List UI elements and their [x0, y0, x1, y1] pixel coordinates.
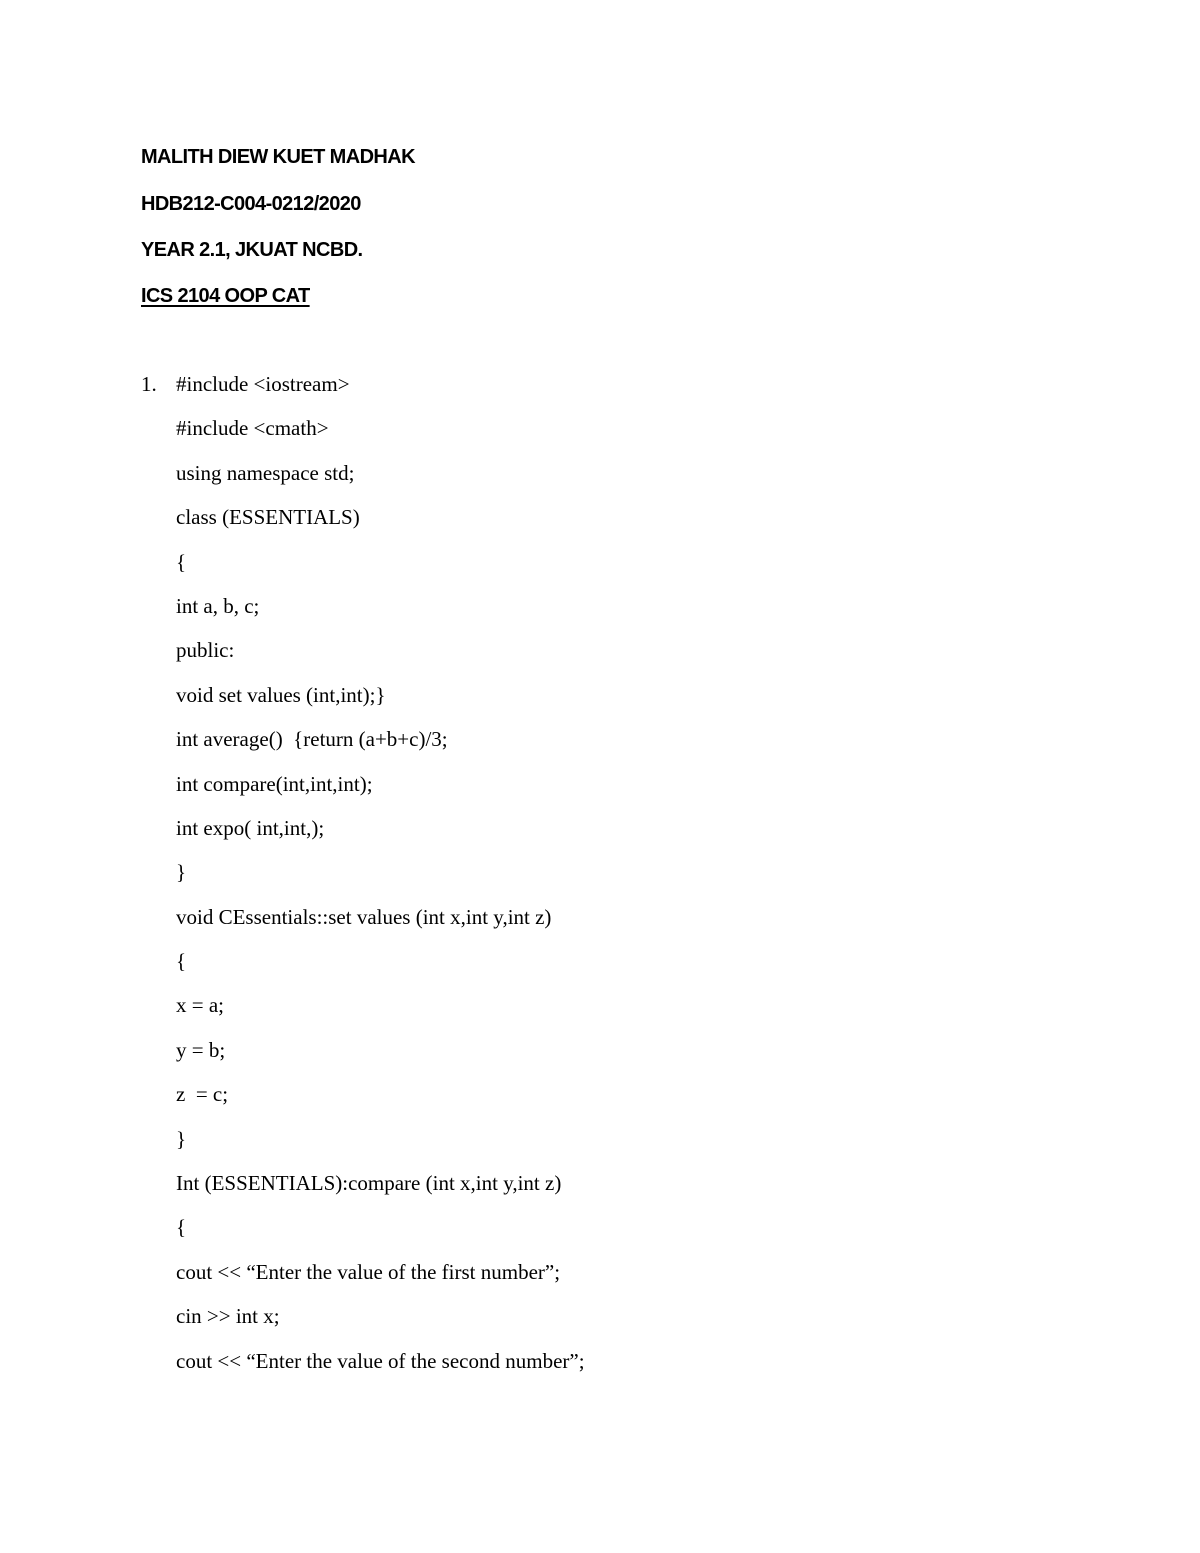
code-line: int average() {return (a+b+c)/3; — [176, 727, 448, 752]
course-title: ICS 2104 OOP CAT — [141, 285, 310, 307]
year-and-campus: YEAR 2.1, JKUAT NCBD. — [141, 239, 363, 261]
code-line: { — [176, 1215, 187, 1240]
code-line: int compare(int,int,int); — [176, 771, 373, 796]
code-line: cout << “Enter the value of the second number”; — [176, 1348, 585, 1373]
code-line: int a, b, c; — [176, 593, 260, 618]
code-line: } — [176, 1126, 187, 1151]
code-listing — [176, 371, 585, 1392]
code-line: { — [176, 549, 187, 574]
student-name: MALITH DIEW KUET MADHAK — [141, 146, 415, 168]
registration-number: HDB212-C004-0212/2020 — [141, 193, 361, 215]
code-line: cin >> int x; — [176, 1304, 280, 1329]
code-line: class (ESSENTIALS) — [176, 505, 360, 530]
code-line: z = c; — [176, 1082, 229, 1107]
code-line: } — [176, 860, 187, 885]
code-line: #include <cmath> — [176, 416, 329, 441]
code-line: { — [176, 949, 187, 974]
code-line: using namespace std; — [176, 460, 355, 485]
code-line: public: — [176, 638, 235, 663]
code-line: Int (ESSENTIALS):compare (int x,int y,int z) — [176, 1171, 562, 1196]
code-line: void CEssentials::set values (int x,int y,int z) — [176, 904, 552, 929]
code-line: #include <iostream> — [176, 372, 350, 396]
code-line: x = a; — [176, 993, 224, 1018]
question-number: 1. — [141, 372, 157, 396]
code-line: y = b; — [176, 1037, 226, 1062]
code-line: void set values (int,int);} — [176, 682, 386, 707]
code-line: cout << “Enter the value of the first number”; — [176, 1259, 561, 1284]
code-line: int expo( int,int,); — [176, 815, 325, 840]
